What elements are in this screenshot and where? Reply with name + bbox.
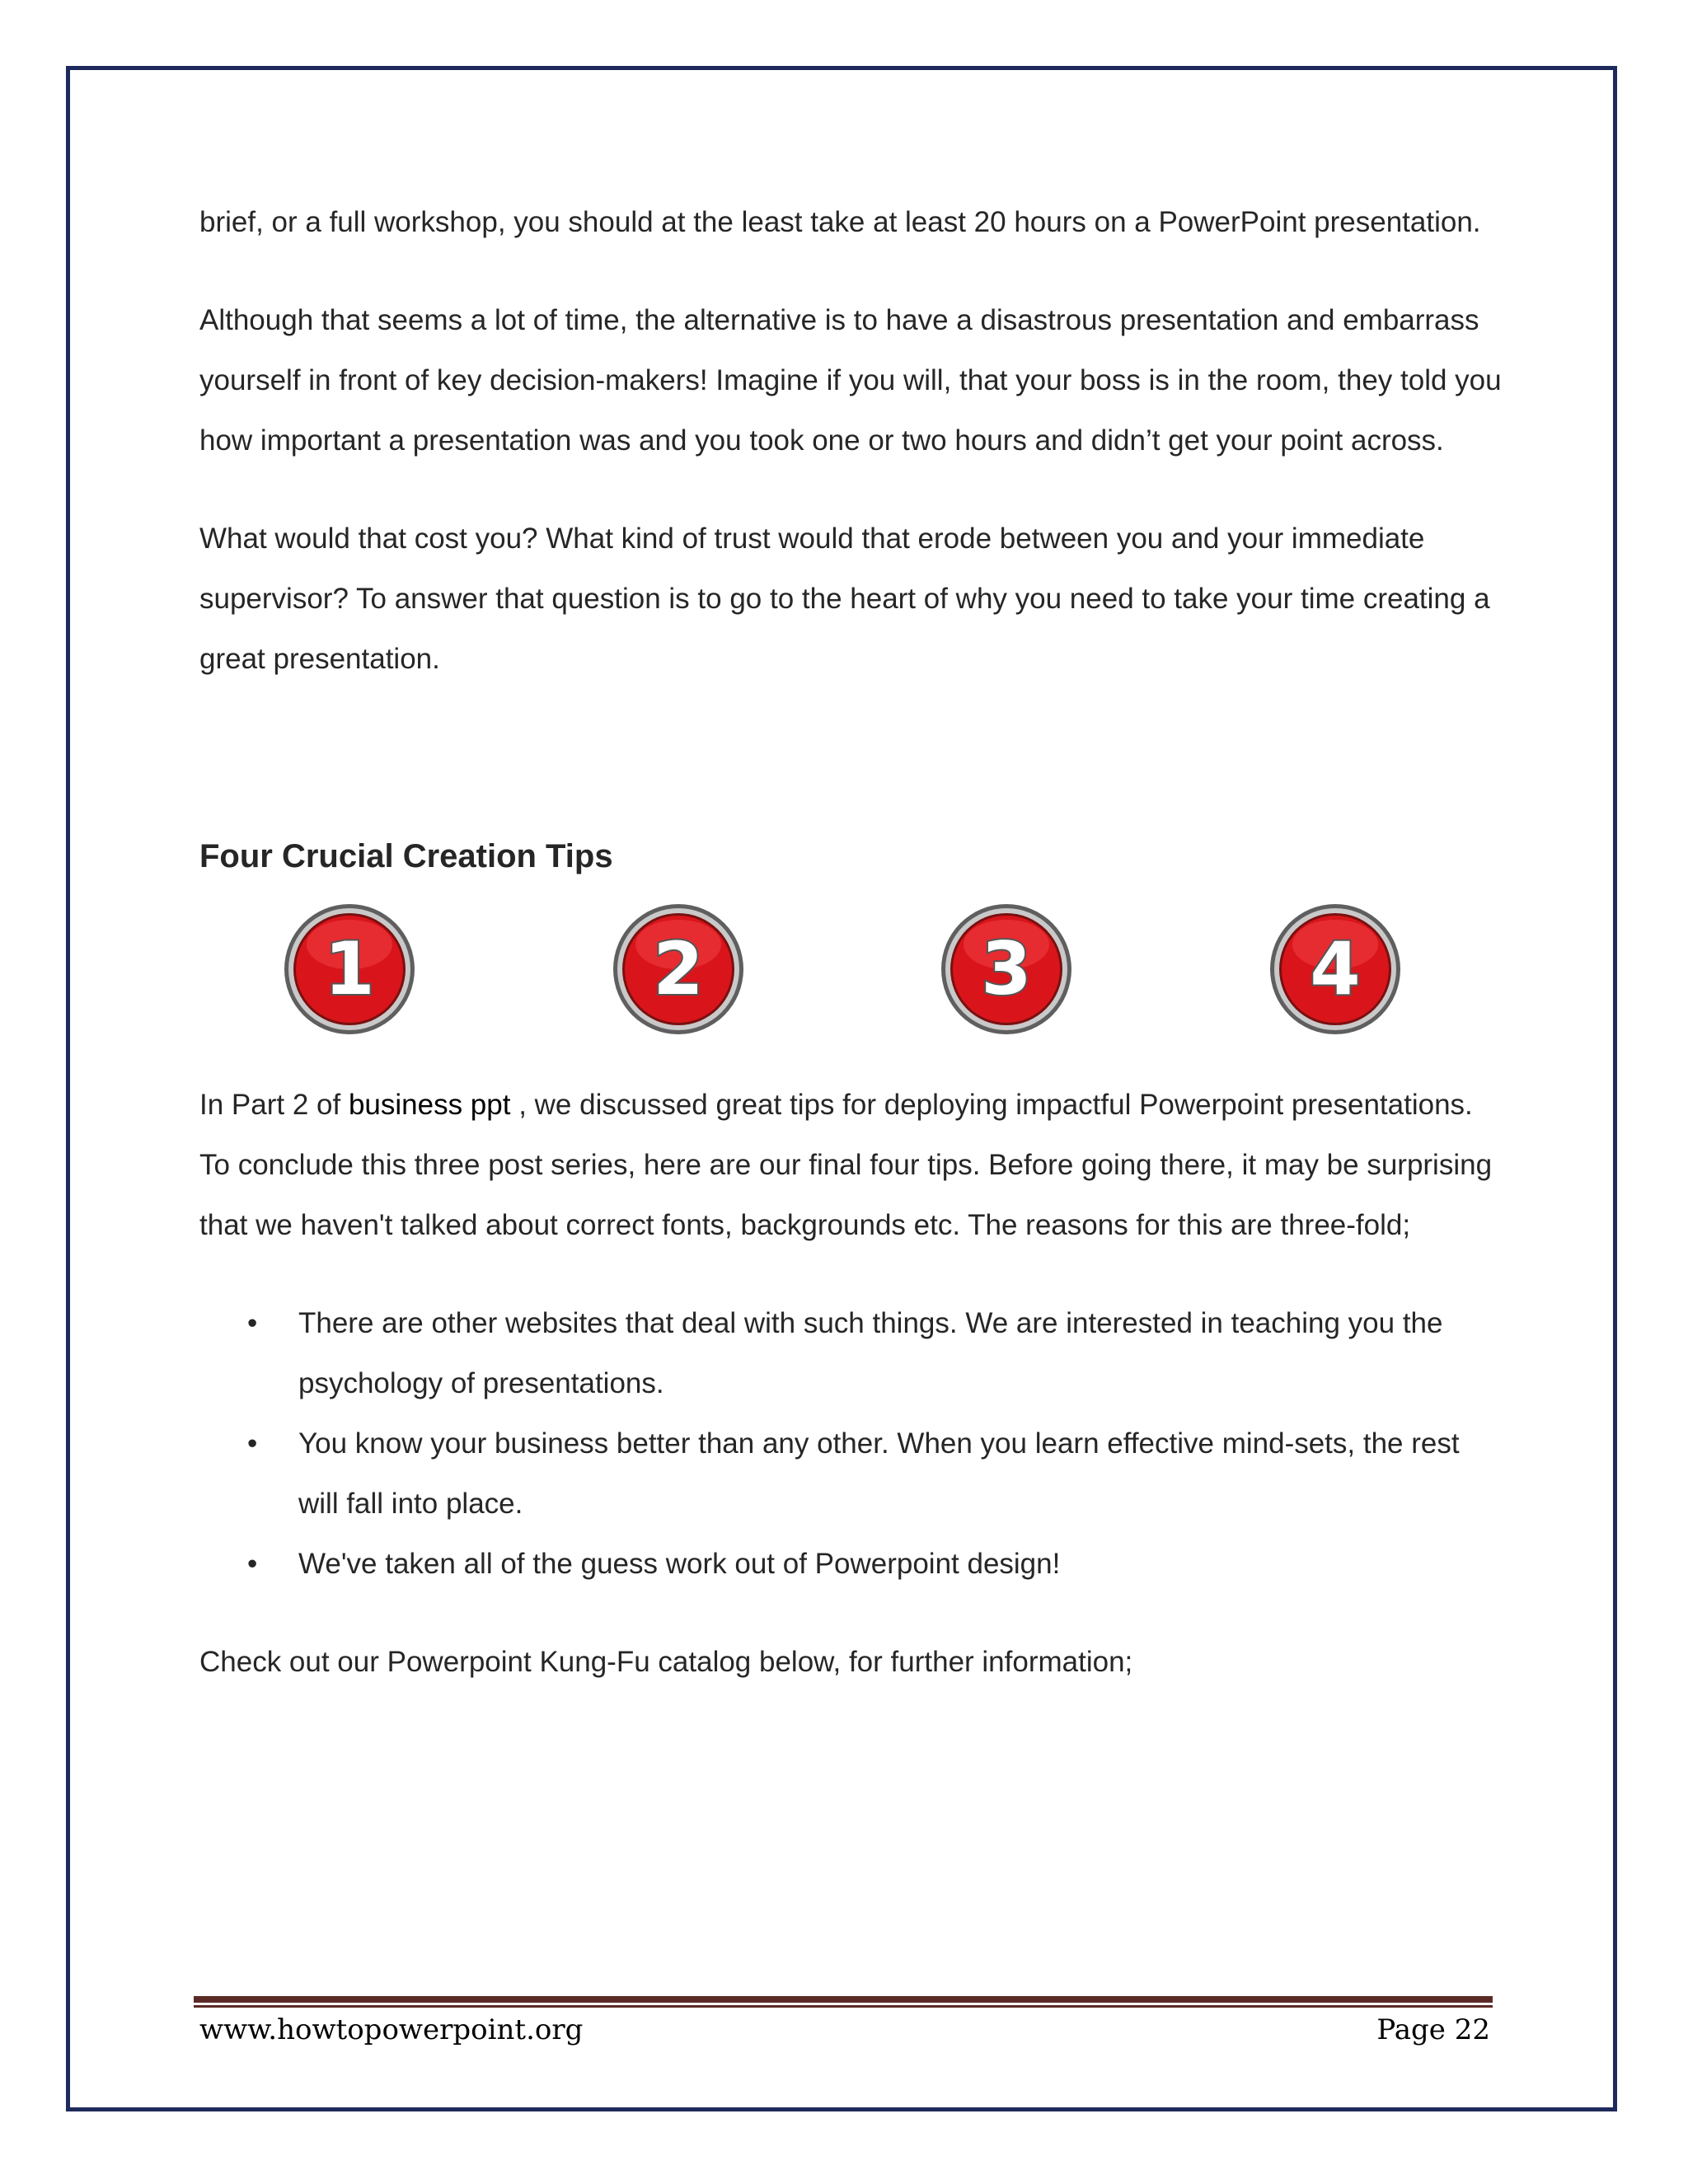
paragraph-3: What would that cost you? What kind of trust would that erode between you and your immediate supervisor? To answer that question is to go to the heart of why you need to take your time creating a great presentation. xyxy=(199,523,1490,675)
badge-number: 3 xyxy=(981,926,1032,1011)
number-badge-2 xyxy=(611,902,746,1037)
number-badge-1 xyxy=(282,902,417,1037)
footer-page-number: Page 22 xyxy=(1376,2013,1490,2046)
list-item xyxy=(247,1534,1502,1594)
bullet-list xyxy=(199,1293,1502,1594)
footer-website: www.howtopowerpoint.org xyxy=(199,2013,584,2046)
intro-text-after-link: , we discussed great tips for deploying impactful Powerpoint presentations. To conclude this three post series, here are our final four tips. Before going there, it may be surprising that we haven't talked about correct fonts, backgrounds etc. The reasons for this are three-fold; xyxy=(199,1089,1493,1241)
bullet-icon: • xyxy=(247,1307,258,1339)
badge-number: 1 xyxy=(324,926,375,1011)
bullet-text: We've taken all of the guess work out of Powerpoint design! xyxy=(298,1548,1061,1580)
footer-rule-thick xyxy=(194,1996,1493,2003)
paragraph-1: brief, or a full workshop, you should at the least take at least 20 hours on a PowerPoint presentation. xyxy=(199,206,1481,238)
list-item xyxy=(247,1293,1502,1413)
business-ppt-link[interactable]: business ppt xyxy=(348,1089,511,1121)
list-item xyxy=(247,1413,1502,1534)
footer-rule-thin xyxy=(194,2005,1493,2008)
bullet-icon: • xyxy=(247,1427,258,1460)
number-badge-3 xyxy=(939,902,1074,1037)
footer-divider xyxy=(194,1996,1493,2008)
number-badges xyxy=(282,902,1403,1038)
closing-paragraph: Check out our Powerpoint Kung-Fu catalog below, for further information; xyxy=(199,1646,1133,1678)
intro-text-before-link: In Part 2 of xyxy=(199,1089,349,1121)
bullet-text: There are other websites that deal with such things. We are interested in teaching you the psychology of presentations. xyxy=(298,1307,1443,1399)
bullet-text: You know your business better than any other. When you learn effective mind-sets, the rest will fall into place. xyxy=(298,1427,1460,1520)
intro-paragraph xyxy=(199,1075,1502,1255)
number-badge-4 xyxy=(1268,902,1403,1037)
bullet-icon: • xyxy=(247,1548,258,1580)
paragraph-2: Although that seems a lot of time, the alternative is to have a disastrous presentation and embarrass yourself in front of key decision-makers! Imagine if you will, that your boss is in the room, they told you how important a presentation was and you took one or two hours and didn’t get your point across. xyxy=(199,304,1502,457)
badge-number: 4 xyxy=(1310,926,1361,1011)
page-content xyxy=(199,192,1502,1730)
badge-number: 2 xyxy=(653,926,704,1011)
section-heading: Four Crucial Creation Tips xyxy=(199,838,613,874)
